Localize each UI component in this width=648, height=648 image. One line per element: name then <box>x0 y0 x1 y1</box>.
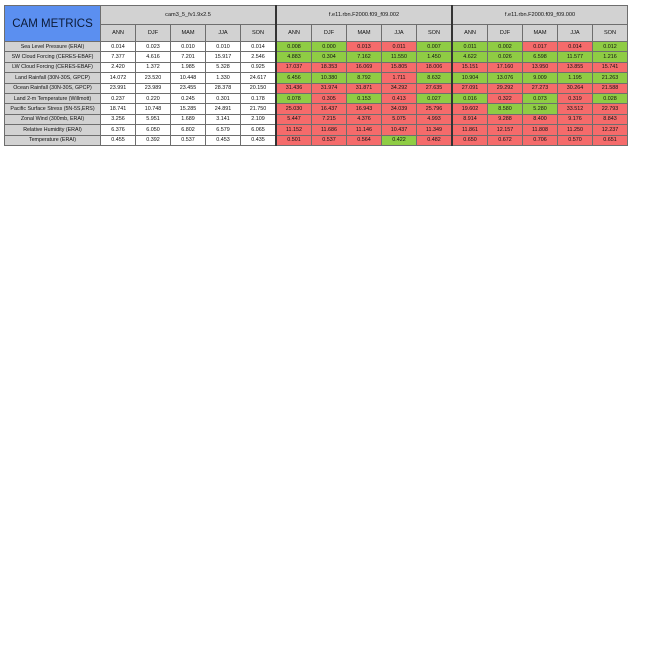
metric-cell: 13.950 <box>523 62 558 72</box>
season-header: ANN <box>452 25 488 42</box>
metric-cell: 0.245 <box>171 93 206 103</box>
metric-cell: 15.741 <box>593 62 628 72</box>
season-header: JJA <box>382 25 417 42</box>
metric-cell: 0.016 <box>452 93 488 103</box>
metric-cell: 11.550 <box>382 52 417 62</box>
metric-cell: 10.748 <box>136 104 171 114</box>
metric-cell: 5.951 <box>136 114 171 124</box>
season-header: MAM <box>171 25 206 42</box>
table-row <box>5 135 628 145</box>
table-row <box>5 93 628 103</box>
metric-cell: 0.322 <box>488 93 523 103</box>
season-header: DJF <box>136 25 171 42</box>
metrics-body <box>5 42 628 146</box>
metric-cell: 7.162 <box>347 52 382 62</box>
metric-cell: 7.201 <box>171 52 206 62</box>
metric-cell: 8.914 <box>452 114 488 124</box>
metric-cell: 17.037 <box>276 62 312 72</box>
metric-cell: 23.455 <box>171 83 206 93</box>
metric-cell: 27.091 <box>452 83 488 93</box>
metric-cell: 0.455 <box>101 135 136 145</box>
metric-cell: 15.285 <box>171 104 206 114</box>
row-label: Relative Humidity (ERAI) <box>5 125 101 135</box>
metric-cell: 15.917 <box>206 52 241 62</box>
metric-cell: 0.537 <box>171 135 206 145</box>
metric-cell: 0.011 <box>452 42 488 52</box>
metric-cell: 11.577 <box>558 52 593 62</box>
metric-cell: 28.378 <box>206 83 241 93</box>
metric-cell: 1.330 <box>206 73 241 83</box>
metric-cell: 0.650 <box>452 135 488 145</box>
metric-cell: 1.711 <box>382 73 417 83</box>
metric-cell: 6.376 <box>101 125 136 135</box>
metric-cell: 0.413 <box>382 93 417 103</box>
metric-cell: 0.706 <box>523 135 558 145</box>
metric-cell: 27.273 <box>523 83 558 93</box>
metric-cell: 0.014 <box>241 42 277 52</box>
metric-cell: 6.598 <box>523 52 558 62</box>
case-header-3: f.e11.rbn.F2000.f09_f09.000 <box>452 6 628 25</box>
season-header: ANN <box>276 25 312 42</box>
table-row <box>5 52 628 62</box>
metric-cell: 0.012 <box>593 42 628 52</box>
metric-cell: 6.065 <box>241 125 277 135</box>
metric-cell: 25.030 <box>276 104 312 114</box>
metric-cell: 8.400 <box>523 114 558 124</box>
metric-cell: 0.422 <box>382 135 417 145</box>
metric-cell: 8.843 <box>593 114 628 124</box>
metric-cell: 0.011 <box>382 42 417 52</box>
metric-cell: 0.925 <box>241 62 277 72</box>
table-row <box>5 73 628 83</box>
metric-cell: 11.861 <box>452 125 488 135</box>
metric-cell: 4.883 <box>276 52 312 62</box>
metric-cell: 33.512 <box>558 104 593 114</box>
metric-cell: 23.991 <box>101 83 136 93</box>
metric-cell: 21.588 <box>593 83 628 93</box>
metric-cell: 12.157 <box>488 125 523 135</box>
metric-cell: 11.152 <box>276 125 312 135</box>
metric-cell: 27.635 <box>417 83 453 93</box>
metric-cell: 34.039 <box>382 104 417 114</box>
metric-cell: 1.689 <box>171 114 206 124</box>
metric-cell: 10.380 <box>312 73 347 83</box>
metric-cell: 0.220 <box>136 93 171 103</box>
metric-cell: 0.153 <box>347 93 382 103</box>
metric-cell: 2.546 <box>241 52 277 62</box>
metric-cell: 0.305 <box>312 93 347 103</box>
metric-cell: 34.292 <box>382 83 417 93</box>
metric-cell: 31.871 <box>347 83 382 93</box>
metric-cell: 7.377 <box>101 52 136 62</box>
metric-cell: 8.632 <box>417 73 453 83</box>
metric-cell: 0.651 <box>593 135 628 145</box>
metric-cell: 8.792 <box>347 73 382 83</box>
row-label: Sea Level Pressure (ERAI) <box>5 42 101 52</box>
season-header: SON <box>593 25 628 42</box>
metric-cell: 10.448 <box>171 73 206 83</box>
metric-cell: 15.805 <box>382 62 417 72</box>
metric-cell: 0.301 <box>206 93 241 103</box>
metric-cell: 0.501 <box>276 135 312 145</box>
season-header: JJA <box>206 25 241 42</box>
metric-cell: 18.006 <box>417 62 453 72</box>
metric-cell: 0.537 <box>312 135 347 145</box>
metric-cell: 1.195 <box>558 73 593 83</box>
metric-cell: 4.622 <box>452 52 488 62</box>
row-label: Pacific Surface Stress (5N-5S,ERS) <box>5 104 101 114</box>
metric-cell: 0.178 <box>241 93 277 103</box>
season-header: DJF <box>488 25 523 42</box>
metric-cell: 14.072 <box>101 73 136 83</box>
metric-cell: 9.288 <box>488 114 523 124</box>
metric-cell: 31.436 <box>276 83 312 93</box>
case-header-1: cam3_5_fv1.9x2.5 <box>101 6 277 25</box>
metric-cell: 19.602 <box>452 104 488 114</box>
row-label: Temperature (ERAI) <box>5 135 101 145</box>
metric-cell: 7.215 <box>312 114 347 124</box>
metric-cell: 0.002 <box>488 42 523 52</box>
metric-cell: 18.741 <box>101 104 136 114</box>
metric-cell: 11.349 <box>417 125 453 135</box>
metric-cell: 5.447 <box>276 114 312 124</box>
metric-cell: 20.150 <box>241 83 277 93</box>
table-row <box>5 104 628 114</box>
row-label: Ocean Rainfall (30N-30S, GPCP) <box>5 83 101 93</box>
metric-cell: 12.237 <box>593 125 628 135</box>
metric-cell: 15.151 <box>452 62 488 72</box>
row-label: SW Cloud Forcing (CERES-EBAF) <box>5 52 101 62</box>
metric-cell: 5.075 <box>382 114 417 124</box>
table-title: CAM METRICS <box>5 6 101 42</box>
cam-metrics-table <box>4 5 628 146</box>
metric-cell: 11.250 <box>558 125 593 135</box>
metric-cell: 0.392 <box>136 135 171 145</box>
row-label: LW Cloud Forcing (CERES-EBAF) <box>5 62 101 72</box>
metric-cell: 0.078 <box>276 93 312 103</box>
metric-cell: 0.023 <box>136 42 171 52</box>
metric-cell: 1.216 <box>593 52 628 62</box>
metric-cell: 0.008 <box>276 42 312 52</box>
case-header-row <box>5 6 628 25</box>
metric-cell: 18.353 <box>312 62 347 72</box>
row-label: Land 2-m Temperature (Willmott) <box>5 93 101 103</box>
metric-cell: 17.160 <box>488 62 523 72</box>
metric-cell: 0.237 <box>101 93 136 103</box>
metric-cell: 0.453 <box>206 135 241 145</box>
metric-cell: 11.808 <box>523 125 558 135</box>
metric-cell: 0.026 <box>488 52 523 62</box>
metric-cell: 13.076 <box>488 73 523 83</box>
metric-cell: 6.050 <box>136 125 171 135</box>
season-header: SON <box>417 25 453 42</box>
metric-cell: 23.989 <box>136 83 171 93</box>
metric-cell: 2.420 <box>101 62 136 72</box>
metric-cell: 0.073 <box>523 93 558 103</box>
season-header: SON <box>241 25 277 42</box>
metric-cell: 4.376 <box>347 114 382 124</box>
metric-cell: 21.263 <box>593 73 628 83</box>
season-header: MAM <box>523 25 558 42</box>
metric-cell: 0.007 <box>417 42 453 52</box>
metric-cell: 24.617 <box>241 73 277 83</box>
metric-cell: 25.796 <box>417 104 453 114</box>
case-header-2: f.e11.rbn.F2000.f09_f09.002 <box>276 6 452 25</box>
metric-cell: 0.014 <box>558 42 593 52</box>
metric-cell: 11.146 <box>347 125 382 135</box>
metric-cell: 31.974 <box>312 83 347 93</box>
metric-cell: 4.616 <box>136 52 171 62</box>
metric-cell: 29.292 <box>488 83 523 93</box>
metric-cell: 16.437 <box>312 104 347 114</box>
table-row <box>5 62 628 72</box>
metric-cell: 1.372 <box>136 62 171 72</box>
metric-cell: 0.000 <box>312 42 347 52</box>
metric-cell: 9.176 <box>558 114 593 124</box>
row-label: Zonal Wind (300mb, ERAI) <box>5 114 101 124</box>
metric-cell: 5.280 <box>523 104 558 114</box>
metric-cell: 4.993 <box>417 114 453 124</box>
metrics-table-container <box>4 5 628 146</box>
table-row <box>5 114 628 124</box>
season-header: DJF <box>312 25 347 42</box>
table-row <box>5 125 628 135</box>
metric-cell: 13.855 <box>558 62 593 72</box>
metric-cell: 0.564 <box>347 135 382 145</box>
metric-cell: 16.069 <box>347 62 382 72</box>
metric-cell: 0.672 <box>488 135 523 145</box>
metric-cell: 0.482 <box>417 135 453 145</box>
metric-cell: 11.686 <box>312 125 347 135</box>
metric-cell: 0.028 <box>593 93 628 103</box>
metric-cell: 6.802 <box>171 125 206 135</box>
metric-cell: 3.256 <box>101 114 136 124</box>
metric-cell: 23.520 <box>136 73 171 83</box>
metric-cell: 21.750 <box>241 104 277 114</box>
metric-cell: 16.943 <box>347 104 382 114</box>
metric-cell: 9.009 <box>523 73 558 83</box>
metric-cell: 0.017 <box>523 42 558 52</box>
metric-cell: 3.141 <box>206 114 241 124</box>
metric-cell: 2.109 <box>241 114 277 124</box>
metric-cell: 0.014 <box>101 42 136 52</box>
metric-cell: 6.456 <box>276 73 312 83</box>
metric-cell: 0.027 <box>417 93 453 103</box>
metric-cell: 8.580 <box>488 104 523 114</box>
metric-cell: 0.435 <box>241 135 277 145</box>
metric-cell: 0.319 <box>558 93 593 103</box>
metric-cell: 22.793 <box>593 104 628 114</box>
row-label: Land Rainfall (30N-30S, GPCP) <box>5 73 101 83</box>
metric-cell: 0.010 <box>206 42 241 52</box>
metric-cell: 6.579 <box>206 125 241 135</box>
metric-cell: 1.985 <box>171 62 206 72</box>
metric-cell: 5.328 <box>206 62 241 72</box>
metric-cell: 1.450 <box>417 52 453 62</box>
season-header: MAM <box>347 25 382 42</box>
metric-cell: 0.010 <box>171 42 206 52</box>
metric-cell: 0.013 <box>347 42 382 52</box>
metric-cell: 0.570 <box>558 135 593 145</box>
metric-cell: 10.904 <box>452 73 488 83</box>
season-header: ANN <box>101 25 136 42</box>
table-row <box>5 42 628 52</box>
metric-cell: 24.891 <box>206 104 241 114</box>
metric-cell: 0.304 <box>312 52 347 62</box>
metric-cell: 30.264 <box>558 83 593 93</box>
season-header: JJA <box>558 25 593 42</box>
metric-cell: 10.437 <box>382 125 417 135</box>
table-row <box>5 83 628 93</box>
